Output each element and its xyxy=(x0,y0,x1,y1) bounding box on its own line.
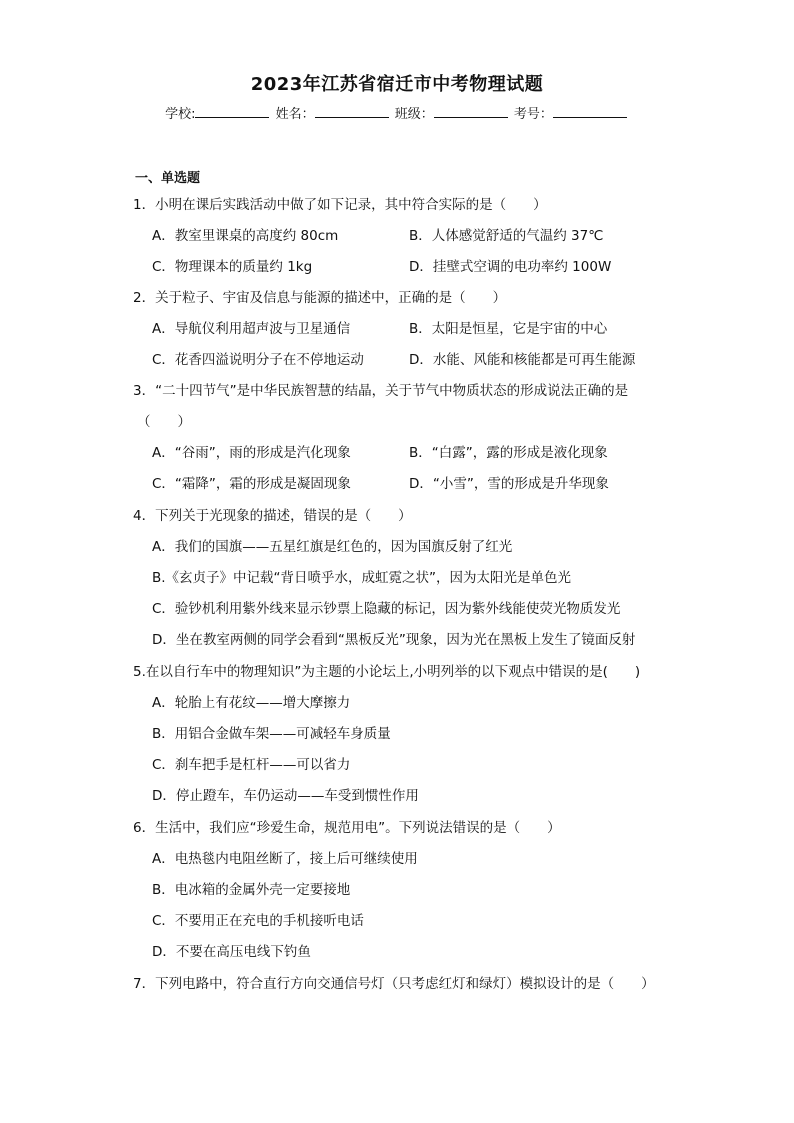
question-3-option-b: B．“白露”，露的形成是液化现象 xyxy=(409,445,608,461)
question-3-option-a: A．“谷雨”，雨的形成是汽化现象 xyxy=(152,445,351,461)
question-2-option-c: C．花香四溢说明分子在不停地运动 xyxy=(152,352,364,368)
question-4-option-a: A．我们的国旗——五星红旗是红色的，因为国旗反射了红光 xyxy=(152,539,513,555)
question-4-stem: 4．下列关于光现象的描述，错误的是（ ） xyxy=(133,508,412,524)
question-2-option-d: D．水能、风能和核能都是可再生能源 xyxy=(409,352,636,368)
question-2-stem: 2．关于粒子、宇宙及信息与能源的描述中，正确的是（ ） xyxy=(133,290,507,306)
number-blank[interactable] xyxy=(553,105,627,118)
name-blank[interactable] xyxy=(315,105,389,118)
question-1-option-b: B．人体感觉舒适的气温约 37℃ xyxy=(409,228,604,244)
class-label: 班级： xyxy=(394,107,434,122)
question-3-option-c: C．“霜降”，霜的形成是凝固现象 xyxy=(152,476,351,492)
question-4-option-b: B.《玄贞子》中记载“背日喷乎水，成虹霓之状”，因为太阳光是单色光 xyxy=(152,570,572,586)
question-5-option-b: B．用铝合金做车架——可减轻车身质量 xyxy=(152,726,391,742)
question-3-stem: 3．“二十四节气”是中华民族智慧的结晶，关于节气中物质状态的形成说法正确的是 xyxy=(133,383,629,399)
question-7-stem: 7．下列电路中，符合直行方向交通信号灯（只考虑红灯和绿灯）模拟设计的是（ ） xyxy=(133,976,655,992)
question-6-stem: 6．生活中，我们应“珍爱生命，规范用电”。下列说法错误的是（ ） xyxy=(133,820,561,836)
question-1-option-a: A．教室里课桌的高度约 80cm xyxy=(152,228,339,244)
class-blank[interactable] xyxy=(434,105,508,118)
question-1-option-d: D．挂壁式空调的电功率约 100W xyxy=(409,259,612,275)
number-label: 考号： xyxy=(513,107,553,122)
question-4-option-c: C．验钞机利用紫外线来显示钞票上隐藏的标记，因为紫外线能使荧光物质发光 xyxy=(152,601,621,617)
question-5-stem: 5.在以自行车中的物理知识”为主题的小论坛上,小明列举的以下观点中错误的是( ) xyxy=(133,664,641,680)
question-5-option-d: D．停止蹬车，车仍运动——车受到惯性作用 xyxy=(152,788,419,804)
question-4-option-d: D．坐在教室两侧的同学会看到“黑板反光”现象，因为光在黑板上发生了镜面反射 xyxy=(152,632,636,648)
question-6-option-d: D．不要在高压电线下钓鱼 xyxy=(152,944,311,960)
question-6-option-b: B．电冰箱的金属外壳一定要接地 xyxy=(152,882,351,898)
question-2-option-a: A．导航仪利用超声波与卫星通信 xyxy=(152,321,351,337)
page-title: 2023年江苏省宿迁市中考物理试题 xyxy=(250,74,544,95)
name-label: 姓名： xyxy=(275,107,315,122)
question-6-option-a: A．电热毯内电阻丝断了，接上后可继续使用 xyxy=(152,851,418,867)
school-label: 学校: xyxy=(165,107,196,122)
question-3-stem-continued: （ ） xyxy=(137,414,191,430)
question-5-option-c: C．刹车把手是杠杆——可以省力 xyxy=(152,757,351,773)
question-1-stem: 1．小明在课后实践活动中做了如下记录，其中符合实际的是（ ） xyxy=(133,197,547,213)
student-info-row xyxy=(0,103,794,122)
school-blank[interactable] xyxy=(195,105,269,118)
question-1-option-c: C．物理课本的质量约 1kg xyxy=(152,259,313,275)
question-3-option-d: D．“小雪”，雪的形成是升华现象 xyxy=(409,476,609,492)
question-5-option-a: A．轮胎上有花纹——增大摩擦力 xyxy=(152,695,351,711)
question-2-option-b: B．太阳是恒星，它是宇宙的中心 xyxy=(409,321,608,337)
question-6-option-c: C．不要用正在充电的手机接听电话 xyxy=(152,913,364,929)
section-title: 一、单选题 xyxy=(135,171,201,186)
